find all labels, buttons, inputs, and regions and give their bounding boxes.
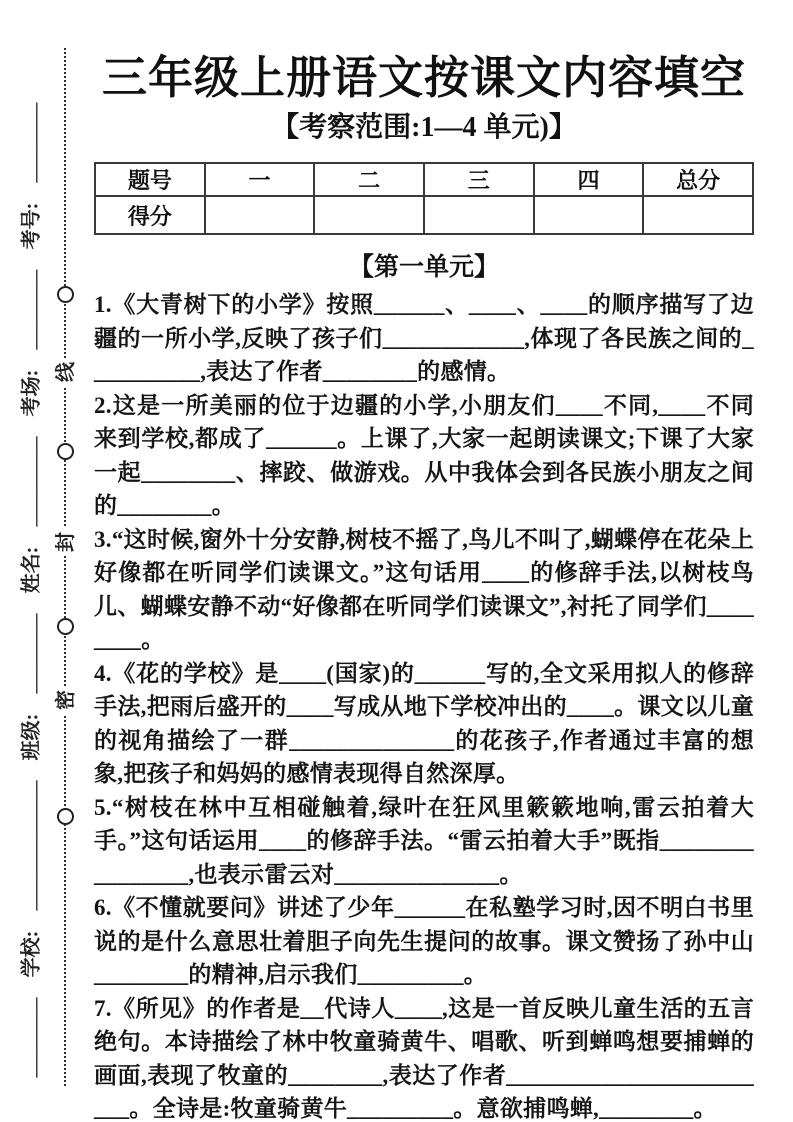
write-in-blank: ________ xyxy=(17,269,39,350)
question-2: 2.这是一所美丽的位于边疆的小学,小朋友们____不同,____不同来到学校,都成了______。上课了,大家一起朗读课文;下课了大家一起________、摔跤、做游戏。从中我体会到各民族小朋友之间的________。 xyxy=(94,392,754,518)
write-in-blank: _________ xyxy=(17,436,39,527)
table-header-cell: 三 xyxy=(424,163,534,196)
seal-char-line: 线 xyxy=(52,358,80,386)
seal-char-mi: 密 xyxy=(52,686,80,714)
seal-circle-icon xyxy=(57,443,74,460)
page-subtitle: 【考察范围:1—4 单元)】 xyxy=(271,112,577,143)
seal-dotted-line xyxy=(64,48,66,1086)
table-header-cell: 总分 xyxy=(643,163,753,196)
question-5: 5.“树枝在林中互相碰触着,绿叶在狂风里簌簌地响,雷云拍着大手。”这句话运用____的修辞手法。“雷云拍着大手”既指________________,也表示雷云对______________。 xyxy=(94,794,754,887)
write-in-blank: ________ xyxy=(17,997,39,1078)
seal-circle-icon xyxy=(57,808,74,825)
score-table-score-row xyxy=(95,196,753,234)
class-label: 班级: xyxy=(20,713,42,761)
score-input-cell xyxy=(314,196,424,234)
seal-circle-icon xyxy=(57,618,74,635)
exam-number-label: 考号: xyxy=(20,202,42,250)
table-header-cell: 二 xyxy=(314,163,424,196)
seal-circle-icon xyxy=(57,286,74,303)
question-list xyxy=(94,288,754,1122)
score-input-cell xyxy=(205,196,315,234)
score-input-cell xyxy=(424,196,534,234)
exam-room-label: 考场: xyxy=(20,369,42,417)
write-in-blank: _____________ xyxy=(17,780,39,911)
table-header-cell: 题号 xyxy=(95,163,205,196)
score-table xyxy=(94,162,754,235)
table-header-cell: 四 xyxy=(534,163,644,196)
student-info-strip xyxy=(9,103,49,1078)
question-3: 3.“这时候,窗外十分安静,树枝不摇了,鸟儿不叫了,蝴蝶停在花朵上好像都在听同学们读课文。”这句话用____的修辞手法,以树枝鸟儿、蝴蝶安静不动“好像都在听同学们读课文”,衬托了同学们________。 xyxy=(94,526,754,652)
school-label: 学校: xyxy=(20,930,42,978)
score-row-label-cell: 得分 xyxy=(95,196,205,234)
main-content xyxy=(94,52,754,1122)
page-title: 三年级上册语文按课文内容填空 xyxy=(101,53,746,103)
score-input-cell xyxy=(534,196,644,234)
write-in-blank: ________ xyxy=(17,613,39,694)
question-7: 7.《所见》的作者是__代诗人____,这是一首反映儿童生活的五言绝句。本诗描绘了林中牧童骑黄牛、唱歌、听到蝉鸣想要捕蝉的画面,表现了牧童的________,表达了作者________________________。全诗是:牧童骑黄牛_________。意欲捕鸣蝉,________。 xyxy=(94,995,754,1121)
question-1: 1.《大青树下的小学》按照______、____、____的顺序描写了边疆的一所小学,反映了孩子们____________,体现了各民族之间的__________,表达了作者________的感情。 xyxy=(94,292,754,384)
score-input-cell xyxy=(643,196,753,234)
table-header-cell: 一 xyxy=(205,163,315,196)
seal-char-feng: 封 xyxy=(52,528,80,556)
write-in-blank: ________ xyxy=(17,102,39,183)
section-heading: 【第一单元】 xyxy=(348,254,499,281)
question-4: 4.《花的学校》是____(国家)的______写的,全文采用拟人的修辞手法,把雨后盛开的____写成从地下学校冲出的____。课文以儿童的视角描绘了一群______________的花孩子,作者通过丰富的想象,把孩子和妈妈的感情表现得自然深厚。 xyxy=(94,660,754,786)
score-table-header-row xyxy=(95,163,753,196)
question-6: 6.《不懂就要问》讲述了少年______在私塾学习时,因不明白书里说的是什么意思壮着胆子向先生提问的故事。课文赞扬了孙中山________的精神,启示我们_________。 xyxy=(94,895,754,987)
name-label: 姓名: xyxy=(20,546,42,594)
